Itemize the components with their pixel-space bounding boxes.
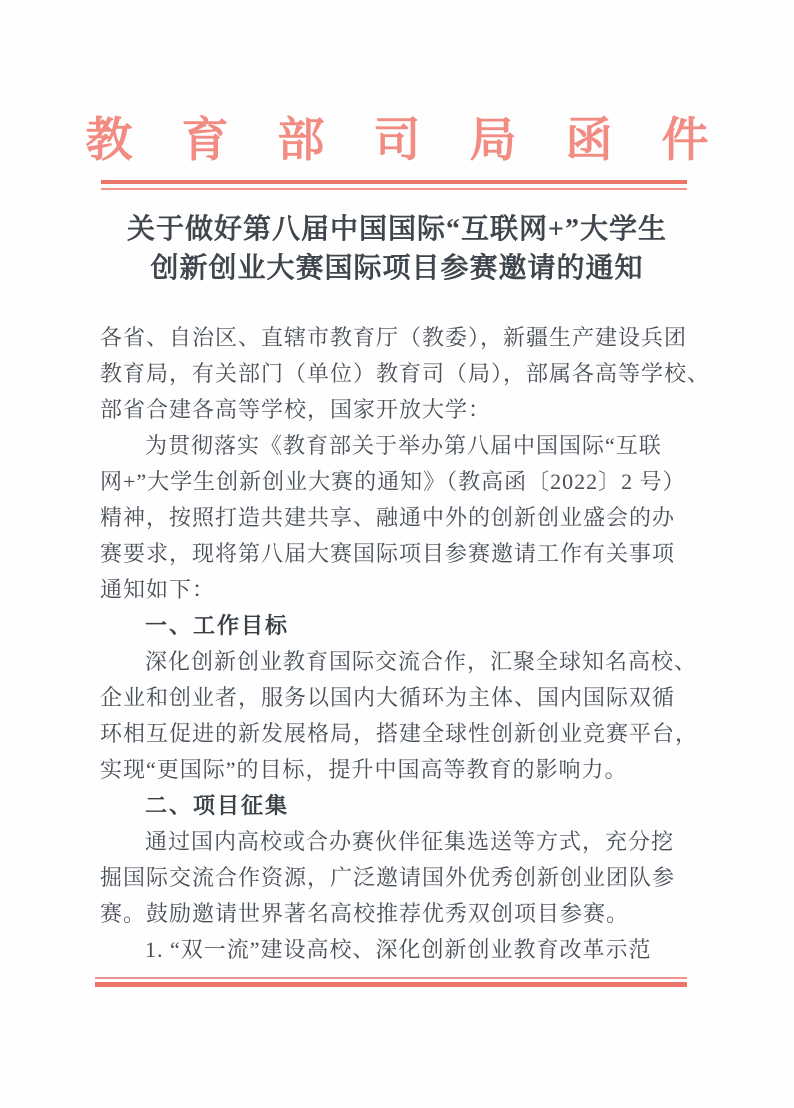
section-2-line: 赛。鼓励邀请世界著名高校推荐优秀双创项目参赛。 — [100, 901, 630, 926]
section-1-line: 实现“更国际”的目标，提升中国高等教育的影响力。 — [100, 757, 628, 782]
recipients-line: 教育局，有关部门（单位）教育司（局），部属各高等学校、 — [100, 361, 711, 386]
letterhead-divider — [101, 180, 687, 190]
intro-line: 为贯彻落实《教育部关于举办第八届中国国际“互联 — [145, 433, 662, 458]
section-2-line: 掘国际交流合作资源，广泛邀请国外优秀创新创业团队参 — [100, 865, 676, 890]
footer-divider-thin-line — [95, 977, 687, 979]
letterhead-divider-thick-line — [101, 180, 687, 184]
intro-line: 精神，按照打造共建共享、融通中外的创新创业盛会的办 — [100, 505, 676, 530]
intro-line: 通知如下： — [100, 577, 216, 602]
letterhead-divider-thin-line — [101, 188, 687, 190]
document-title-line-2: 创新创业大赛国际项目参赛邀请的通知 — [150, 253, 644, 284]
footer-divider-thick-line — [95, 982, 687, 987]
footer-divider — [95, 977, 687, 987]
section-2-line: 通过国内高校或合办赛伙伴征集选送等方式，充分挖 — [145, 829, 675, 854]
section-1-line: 环相互促进的新发展格局，搭建全球性创新创业竞赛平台， — [100, 721, 699, 746]
document-title-line-1: 关于做好第八届中国国际“互联网+”大学生 — [127, 214, 667, 245]
section-1-line: 深化创新创业教育国际交流合作，汇聚全球知名高校、 — [145, 649, 698, 674]
section-2-heading: 二、项目征集 — [145, 793, 290, 818]
letterhead-title: 教育部司局函件 — [85, 115, 758, 167]
recipients-line: 各省、自治区、直辖市教育厅（教委），新疆生产建设兵团 — [100, 325, 688, 350]
intro-line: 网+”大学生创新创业大赛的通知》（教高函〔2022〕2 号） — [100, 469, 686, 494]
recipients-line: 部省合建各高等学校，国家开放大学： — [100, 397, 492, 422]
intro-line: 赛要求，现将第八届大赛国际项目参赛邀请工作有关事项 — [100, 541, 676, 566]
section-2-item-1: 1. “双一流”建设高校、深化创新创业教育改革示范 — [145, 937, 652, 962]
document-title — [0, 210, 794, 288]
section-1-line: 企业和创业者，服务以国内大循环为主体、国内国际双循 — [100, 685, 676, 710]
document-body — [100, 320, 711, 968]
section-1-heading: 一、工作目标 — [145, 613, 290, 638]
